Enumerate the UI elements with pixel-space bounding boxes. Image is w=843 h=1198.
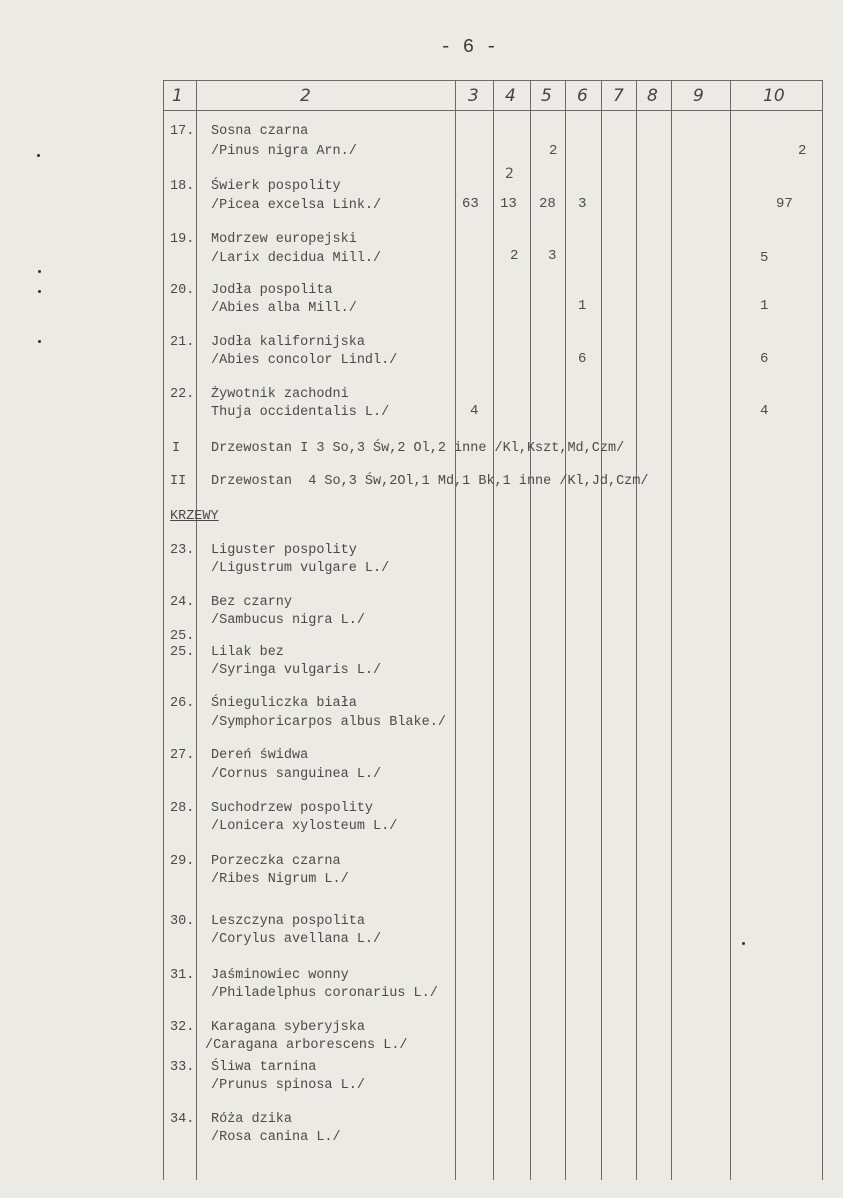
row-number: 21. [170,335,195,350]
column-divider [530,80,531,1180]
species-latin: /Symphoricarpos albus Blake./ [211,715,446,730]
column-header: 4 [505,86,516,106]
species-latin: /Lonicera xylosteum L./ [211,819,398,834]
species-latin: /Sambucus nigra L./ [211,613,365,628]
column-divider [455,80,456,1180]
row-number: 32. [170,1020,195,1035]
species-latin: /Ribes Nigrum L./ [211,872,349,887]
cell-value: 28 [539,196,556,212]
section-heading: KRZEWY [170,509,219,524]
column-header: 8 [647,86,658,106]
column-divider [822,80,823,1180]
species-polish: Jaśminowiec wonny [211,968,349,983]
species-latin: /Abies concolor Lindl./ [211,353,398,368]
species-polish: Suchodrzew pospolity [211,801,374,816]
species-polish: Modrzew europejski [211,232,357,247]
stand-number: I [172,441,181,456]
cell-value: 6 [578,351,587,367]
species-polish: Jodła kalifornijska [211,335,365,350]
species-latin: /Prunus spinosa L./ [211,1078,365,1093]
column-divider [671,80,672,1180]
species-polish: Liguster pospolity [211,543,357,558]
cell-value: 5 [760,250,769,266]
species-polish: Bez czarny [211,595,293,610]
column-header: 9 [693,86,704,106]
row-number: 31. [170,968,195,983]
species-polish: Dereń świdwa [211,748,309,763]
row-number: 28. [170,801,195,816]
species-latin: /Ligustrum vulgare L./ [211,561,390,576]
handwritten-correction: 2 [505,166,514,182]
column-header: 5 [541,86,552,106]
species-polish: Śnieguliczka biała [211,696,357,711]
species-polish: Lilak bez [211,645,284,660]
row-number: 34. [170,1112,195,1127]
species-latin: /Abies alba Mill./ [211,301,357,316]
species-latin: Thuja occidentalis L./ [211,405,390,420]
cell-value: 2 [798,143,807,159]
row-number: 17. [170,124,195,139]
row-number: 25. [170,645,195,660]
column-divider [163,80,164,1180]
cell-value: 4 [760,403,769,419]
row-number: 33. [170,1060,195,1075]
species-latin: /Syringa vulgaris L./ [211,663,382,678]
margin-mark [38,270,41,273]
species-latin: /Caragana arborescens L./ [205,1038,408,1053]
row-number: 24. [170,595,195,610]
margin-mark [742,942,745,945]
page-number: - 6 - [440,36,498,58]
column-header: 7 [613,86,624,106]
cell-value: 1 [760,298,769,314]
margin-mark [37,154,40,157]
column-divider [601,80,602,1180]
row-number: 22. [170,387,195,402]
column-divider [730,80,731,1180]
row-number: 29. [170,854,195,869]
column-header: 1 [172,86,183,106]
stand-description: Drzewostan I 3 So,3 Św,2 Ol,2 inne /Kl,Kszt,Md,Czm/ [211,441,625,456]
cell-value: 3 [548,248,557,264]
cell-value: 13 [500,196,517,212]
column-header: 6 [577,86,588,106]
row-number: 23. [170,543,195,558]
species-latin: /Larix decidua Mill./ [211,251,382,266]
column-header: 2 [300,86,311,106]
column-divider [636,80,637,1180]
species-polish: Sosna czarna [211,124,309,139]
row-number: 30. [170,914,195,929]
row-number: 19. [170,232,195,247]
species-latin: /Philadelphus coronarius L./ [211,986,438,1001]
species-polish: Żywotnik zachodni [211,387,349,402]
column-divider [565,80,566,1180]
stand-description: Drzewostan 4 So,3 Św,2Ol,1 Md,1 Bk,1 inne /Kl,Jd,Czm/ [211,474,649,489]
overtyped-number: 25. [170,629,195,644]
species-polish: Leszczyna pospolita [211,914,365,929]
row-number: 27. [170,748,195,763]
cell-value: 2 [510,248,519,264]
species-polish: Porzeczka czarna [211,854,341,869]
species-latin: /Corylus avellana L./ [211,932,382,947]
species-latin: /Cornus sanguinea L./ [211,767,382,782]
column-divider [196,80,197,1180]
cell-value: 63 [462,196,479,212]
cell-value: 3 [578,196,587,212]
cell-value: 1 [578,298,587,314]
stand-number: II [170,474,187,489]
species-latin: /Pinus nigra Arn./ [211,144,357,159]
cell-value: 4 [470,403,479,419]
species-polish: Jodła pospolita [211,283,333,298]
species-polish: Róża dzika [211,1112,293,1127]
species-latin: /Rosa canina L./ [211,1130,341,1145]
species-polish: Śliwa tarnina [211,1060,317,1075]
row-number: 18. [170,179,195,194]
cell-value: 97 [776,196,793,212]
species-polish: Karagana syberyjska [211,1020,365,1035]
margin-mark [38,340,41,343]
species-latin: /Picea excelsa Link./ [211,198,382,213]
column-divider [493,80,494,1180]
column-header: 3 [468,86,479,106]
row-number: 26. [170,696,195,711]
margin-mark [38,290,41,293]
species-polish: Świerk pospolity [211,179,341,194]
row-number: 20. [170,283,195,298]
cell-value: 6 [760,351,769,367]
column-header: 10 [763,86,785,106]
cell-value: 2 [549,143,558,159]
